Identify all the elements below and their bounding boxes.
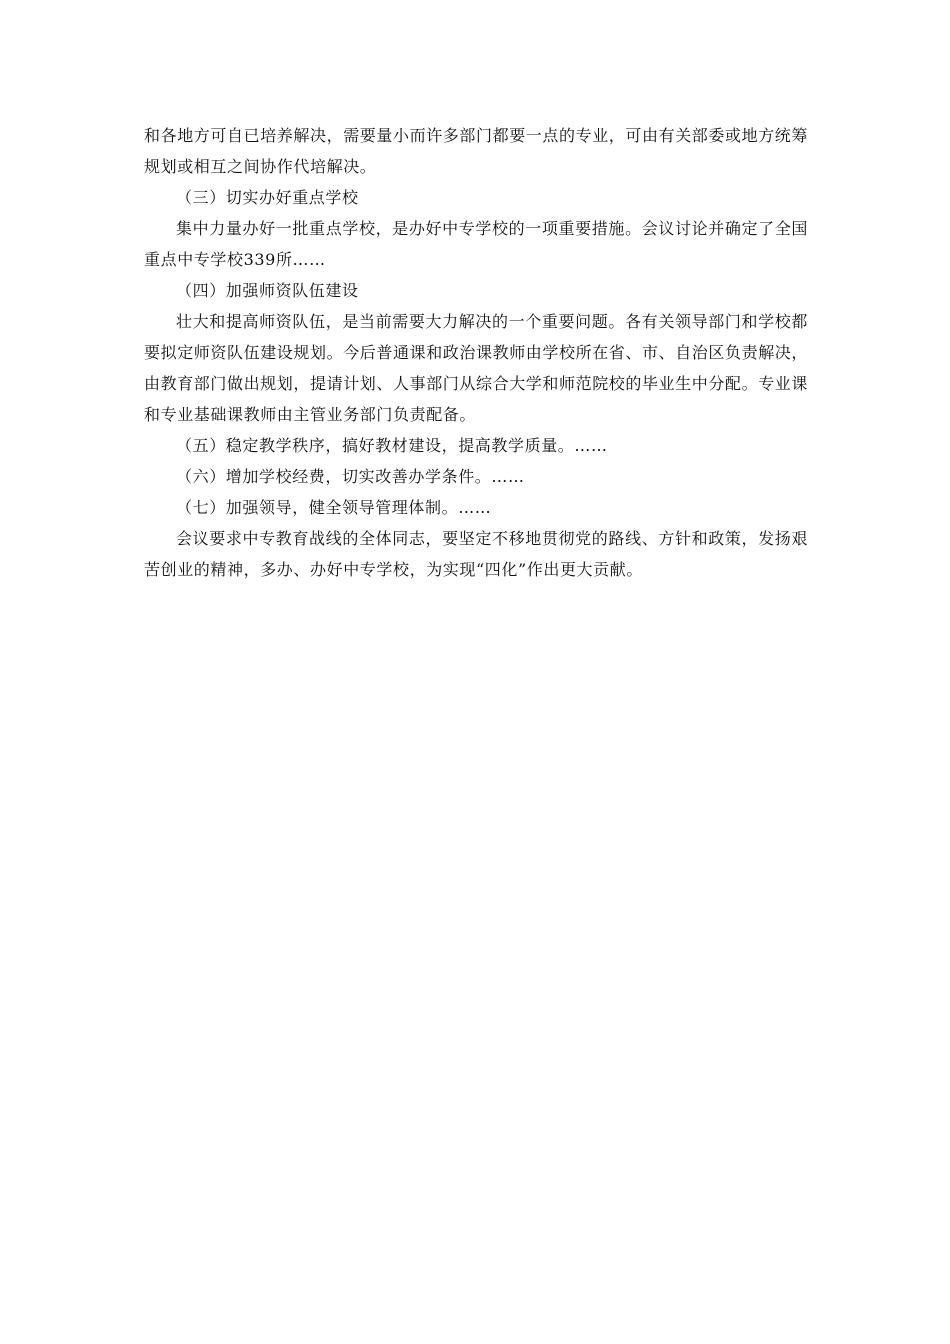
paragraph-key-schools: 集中力量办好一批重点学校，是办好中专学校的一项重要措施。会议讨论并确定了全国重点中专学校339所……	[144, 219, 808, 269]
paragraph-continuation: 和各地方可自已培养解决，需要量小而许多部门都要一点的专业，可由有关部委或地方统筹规划或相互之间协作代培解决。	[144, 126, 809, 176]
section-heading-4: （四）加强师资队伍建设	[176, 281, 359, 300]
section-heading-6: （六）增加学校经费，切实改善办学条件。……	[176, 467, 525, 486]
section-heading-7: （七）加强领导，健全领导管理体制。……	[176, 498, 492, 517]
section-heading-3: （三）切实办好重点学校	[176, 188, 359, 207]
paragraph-teaching-staff: 壮大和提高师资队伍，是当前需要大力解决的一个重要问题。各有关领导部门和学校都要拟定师资队伍建设规划。今后普通课和政治课教师由学校所在省、市、自治区负责解决，由教育部门做出规划，提请计划、人事部门从综合大学和师范院校的毕业生中分配。专业课和专业基础课教师由主管业务部门负责配备。	[144, 312, 809, 424]
document-body	[144, 120, 808, 585]
section-heading-5: （五）稳定教学秩序，搞好教材建设，提高教学质量。……	[176, 436, 608, 455]
paragraph-conclusion: 会议要求中专教育战线的全体同志，要坚定不移地贯彻党的路线、方针和政策，发扬艰苦创业的精神，多办、办好中专学校，为实现“四化”作出更大贡献。	[144, 529, 808, 579]
